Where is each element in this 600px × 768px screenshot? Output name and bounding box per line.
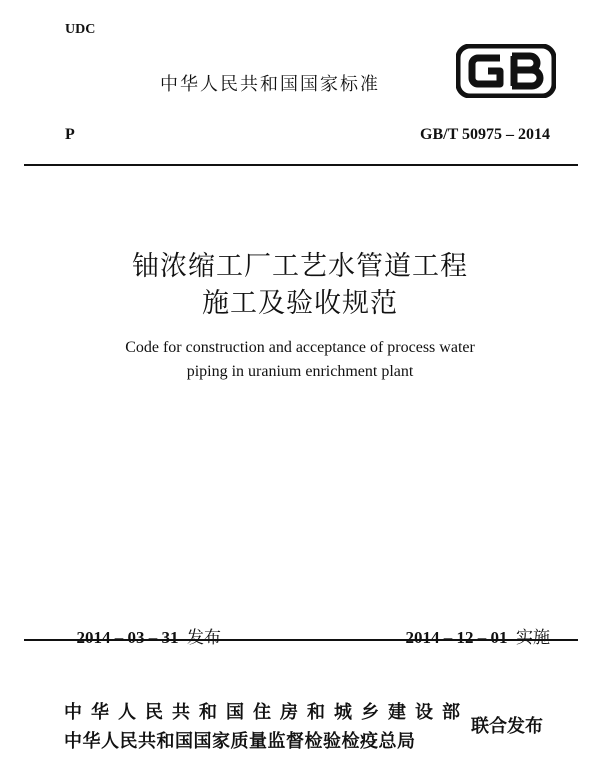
issue-date: 2014 – 03 – 31 bbox=[76, 628, 179, 647]
joint-issue-label: 联合发布 bbox=[471, 716, 543, 737]
issuer-line2: 中华人民共和国国家质量监督检验检疫总局 bbox=[64, 731, 416, 752]
implement-date-block bbox=[397, 603, 550, 648]
gb-logo bbox=[456, 44, 556, 98]
issue-label: 发布 bbox=[187, 628, 221, 648]
title-cn-line1: 铀浓缩工厂工艺水管道工程 bbox=[132, 251, 468, 282]
implement-date: 2014 – 12 – 01 bbox=[405, 628, 508, 647]
implement-label: 实施 bbox=[516, 628, 550, 648]
standard-type-title: 中华人民共和国国家标准 bbox=[160, 74, 380, 95]
issuer-line1: 中华人民共和国住房和城乡建设部 bbox=[64, 702, 469, 723]
top-divider bbox=[24, 164, 578, 166]
udc-label: UDC bbox=[65, 22, 96, 37]
title-cn-line2: 施工及验收规范 bbox=[202, 288, 398, 319]
title-en-line2: piping in uranium enrichment plant bbox=[186, 363, 414, 380]
classification-code: P bbox=[65, 126, 75, 143]
bottom-divider bbox=[24, 639, 578, 641]
issue-date-block bbox=[68, 603, 221, 648]
title-en-line1: Code for construction and acceptance of process water bbox=[125, 339, 475, 356]
standard-number: GB/T 50975 – 2014 bbox=[420, 126, 550, 143]
